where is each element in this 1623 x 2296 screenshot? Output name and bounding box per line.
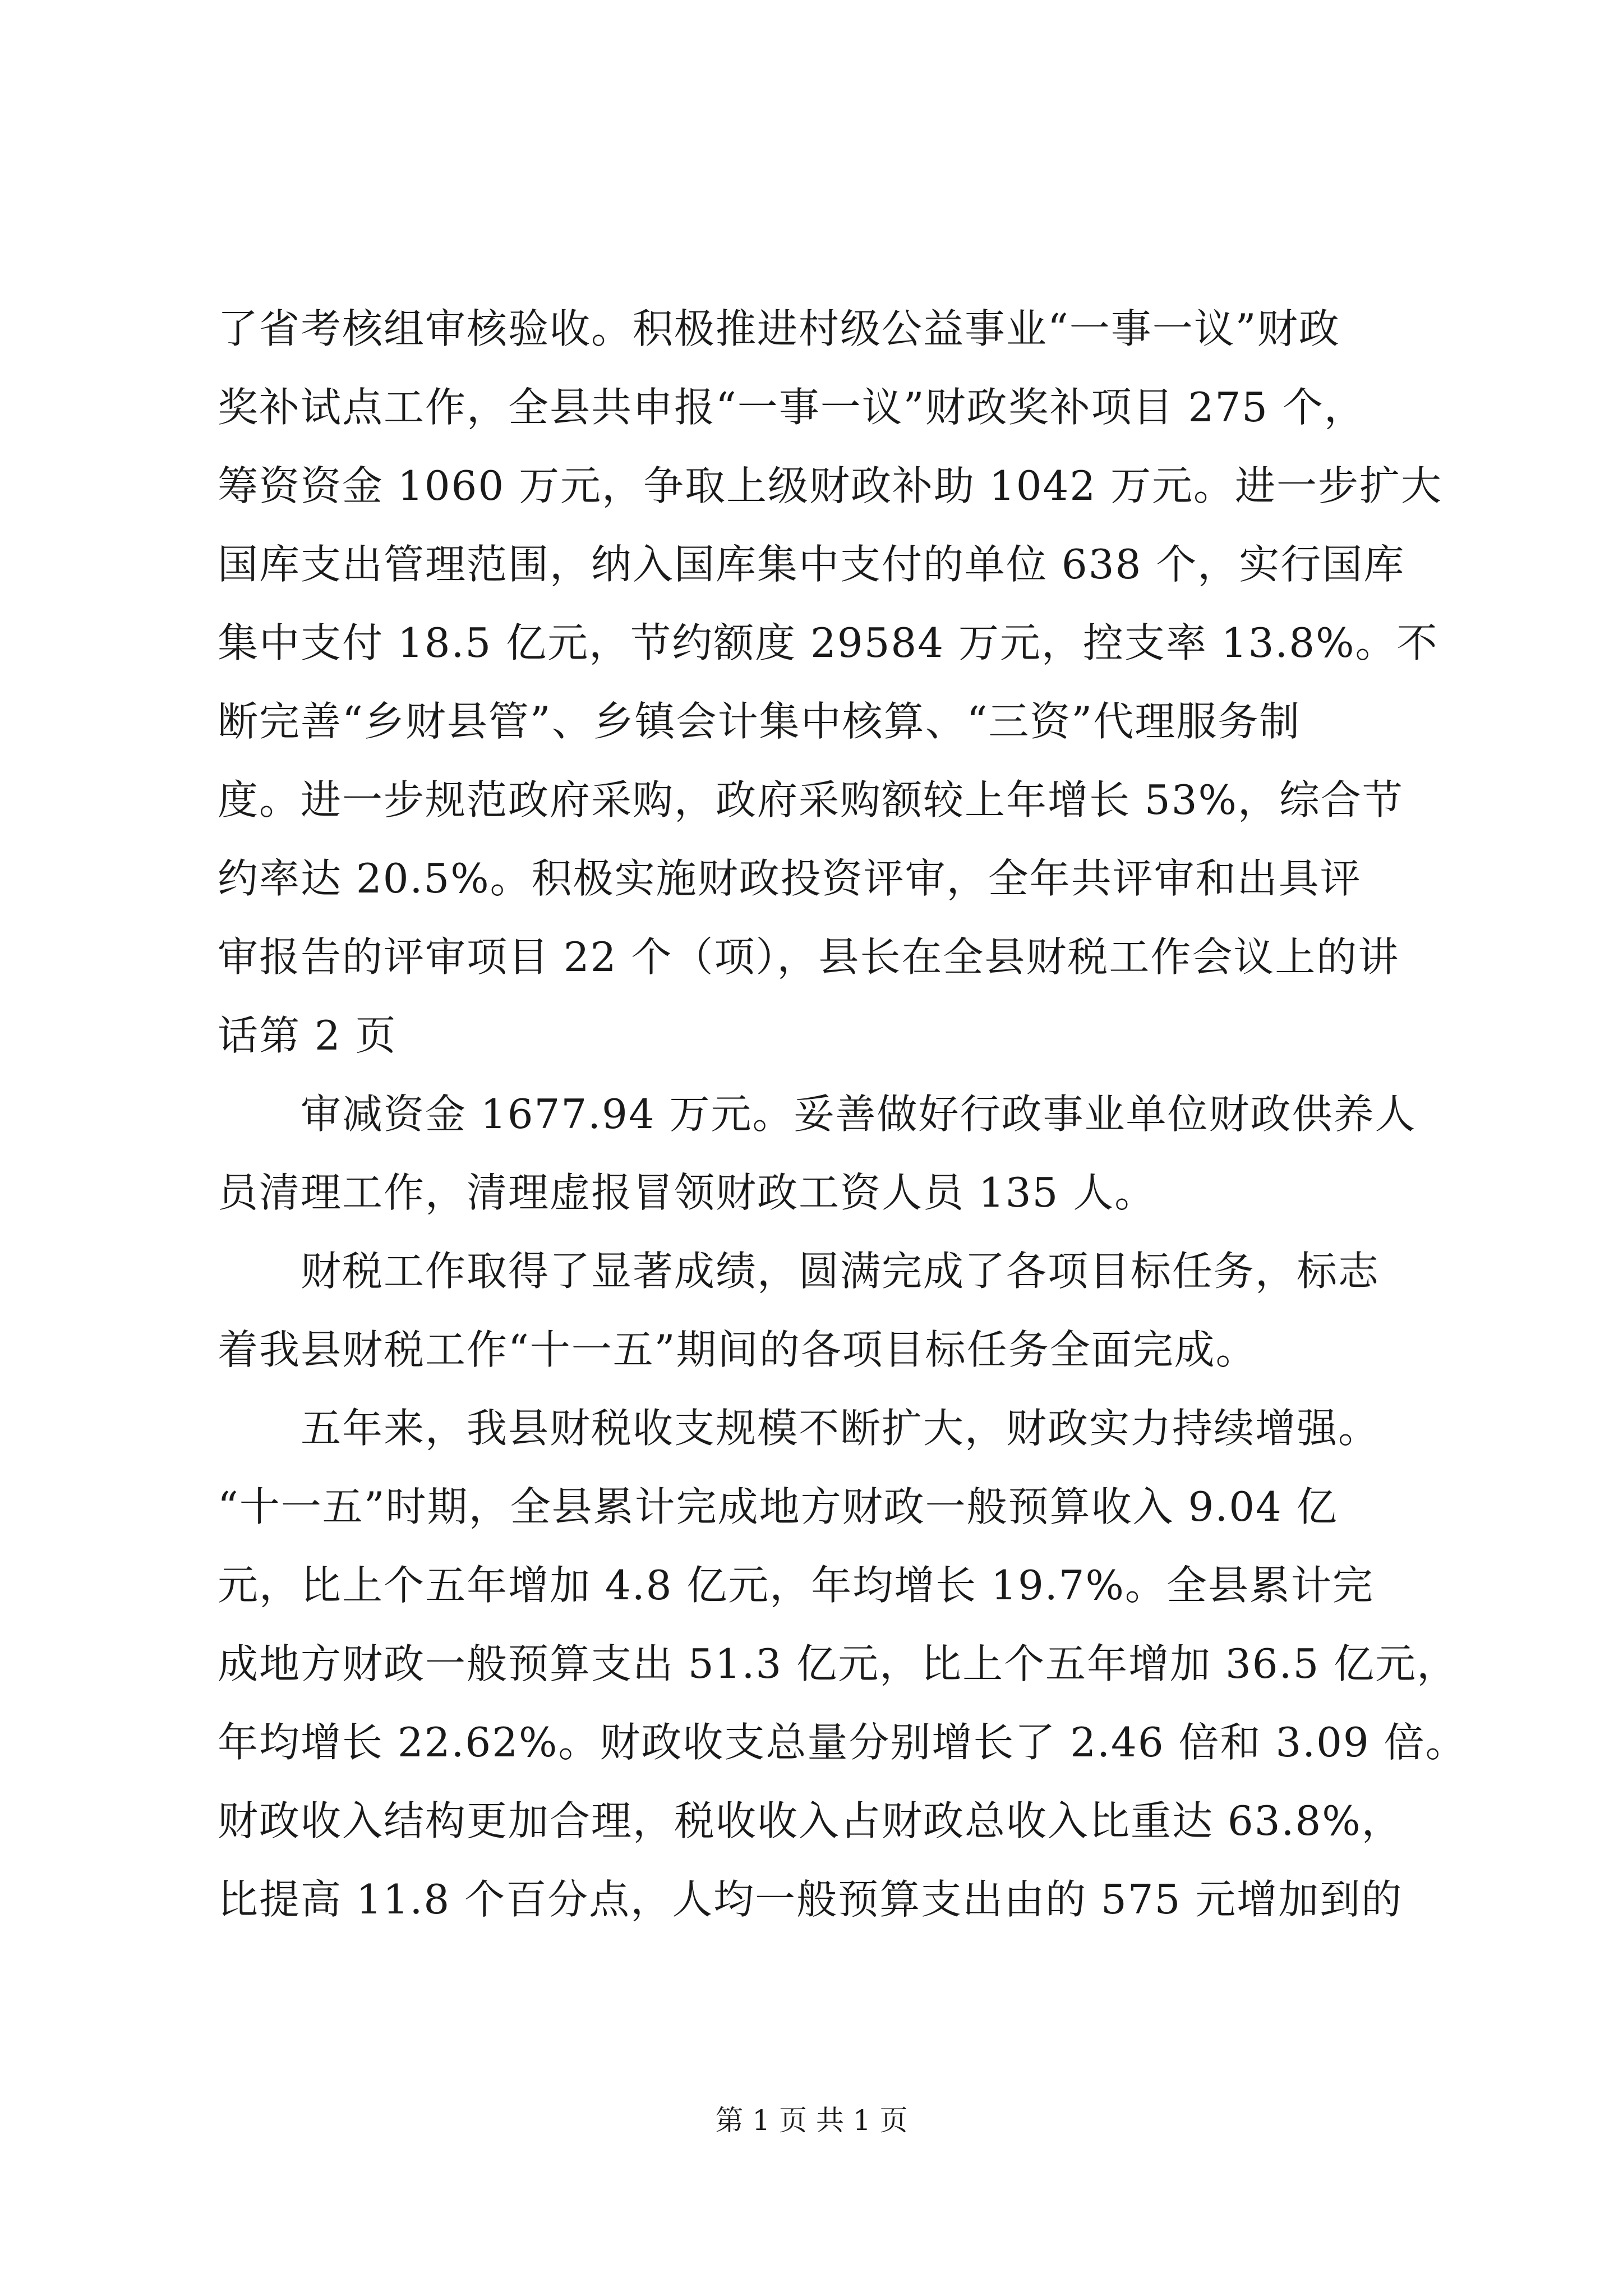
text-line: 约率达 20.5%。积极实施财政投资评审，全年共评审和出具评: [218, 855, 1362, 902]
text-line: 度。进一步规范政府采购，政府采购额较上年增长 53%，综合节: [218, 776, 1404, 823]
text-line: 审报告的评审项目 22 个（项），县长在全县财税工作会议上的讲: [218, 933, 1400, 981]
text-line: 奖补试点工作，全县共申报“一事一议”财政奖补项目 275 个，: [218, 384, 1366, 431]
text-line: 员清理工作，清理虚报冒领财政工资人员 135 人。: [218, 1169, 1156, 1216]
text-line: 国库支出管理范围，纳入国库集中支付的单位 638 个，实行国库: [218, 541, 1405, 588]
text-line: 成地方财政一般预算支出 51.3 亿元，比上个五年增加 36.5 亿元，: [218, 1640, 1459, 1687]
body-text: [218, 301, 1467, 1950]
text-line: 断完善“乡财县管”、乡镇会计集中核算、“三资”代理服务制: [218, 698, 1301, 745]
text-line: 话第 2 页: [218, 1012, 397, 1059]
page-number-label: 第 1 页 共 1 页: [715, 2104, 908, 2137]
text-line: 比提高 11.8 个百分点，人均一般预算支出由的 575 元增加到的: [218, 1876, 1403, 1923]
text-line: 了省考核组审核验收。积极推进村级公益事业“一事一议”财政: [218, 305, 1340, 352]
text-line: 筹资资金 1060 万元，争取上级财政补助 1042 万元。进一步扩大: [218, 462, 1443, 509]
text-line: 集中支付 18.5 亿元，节约额度 29584 万元，控支率 13.8%。不: [218, 619, 1438, 666]
text-line: 财政收入结构更加合理，税收收入占财政总收入比重达 63.8%，: [218, 1797, 1403, 1844]
text-line: 元，比上个五年增加 4.8 亿元，年均增长 19.7%。全县累计完: [218, 1562, 1374, 1609]
text-line: 年均增长 22.62%。财政收支总量分别增长了 2.46 倍和 3.09 倍。: [218, 1719, 1467, 1766]
page-footer: [0, 2102, 1623, 2138]
text-line: “十一五”时期，全县累计完成地方财政一般预算收入 9.04 亿: [218, 1483, 1338, 1530]
text-line: 财税工作取得了显著成绩，圆满完成了各项目标任务，标志: [218, 1248, 1380, 1295]
text-line: 五年来，我县财税收支规模不断扩大，财政实力持续增强。: [218, 1405, 1380, 1452]
text-line: 着我县财税工作“十一五”期间的各项目标任务全面完成。: [218, 1326, 1257, 1373]
text-line: 审减资金 1677.94 万元。妥善做好行政事业单位财政供养人: [218, 1091, 1417, 1138]
